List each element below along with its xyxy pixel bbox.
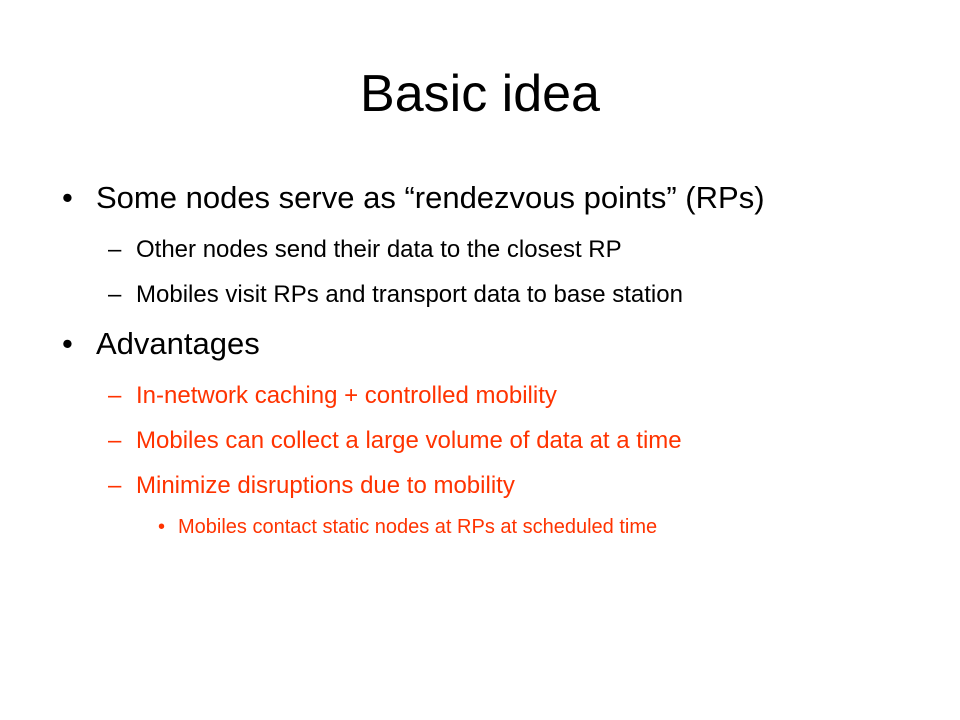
- bullet-marker: •: [62, 180, 73, 215]
- sub-bullet-text: In-network caching + controlled mobility: [136, 382, 557, 409]
- sub-bullet-marker: –: [108, 427, 122, 454]
- sub-bullet-marker: –: [108, 382, 122, 409]
- sub-bullet-text: Mobiles can collect a large volume of data at a time: [136, 427, 682, 454]
- sub-bullet-text: Other nodes send their data to the closest RP: [136, 236, 622, 263]
- sub-bullet-marker: –: [108, 236, 122, 263]
- sub-bullet-text: Mobiles visit RPs and transport data to base station: [136, 281, 683, 308]
- sub-bullet-marker: –: [108, 281, 122, 308]
- bullet-marker: •: [62, 326, 73, 361]
- sub-sub-bullet-marker: •: [158, 516, 166, 538]
- sub-bullet-text: Minimize disruptions due to mobility: [136, 472, 515, 499]
- slide-title: Basic idea: [360, 65, 600, 123]
- bullet-text: Advantages: [96, 326, 260, 361]
- sub-sub-bullet-text: Mobiles contact static nodes at RPs at scheduled time: [178, 516, 658, 538]
- sub-bullet-marker: –: [108, 472, 122, 499]
- bullet-text: Some nodes serve as “rendezvous points” (RPs): [96, 180, 765, 215]
